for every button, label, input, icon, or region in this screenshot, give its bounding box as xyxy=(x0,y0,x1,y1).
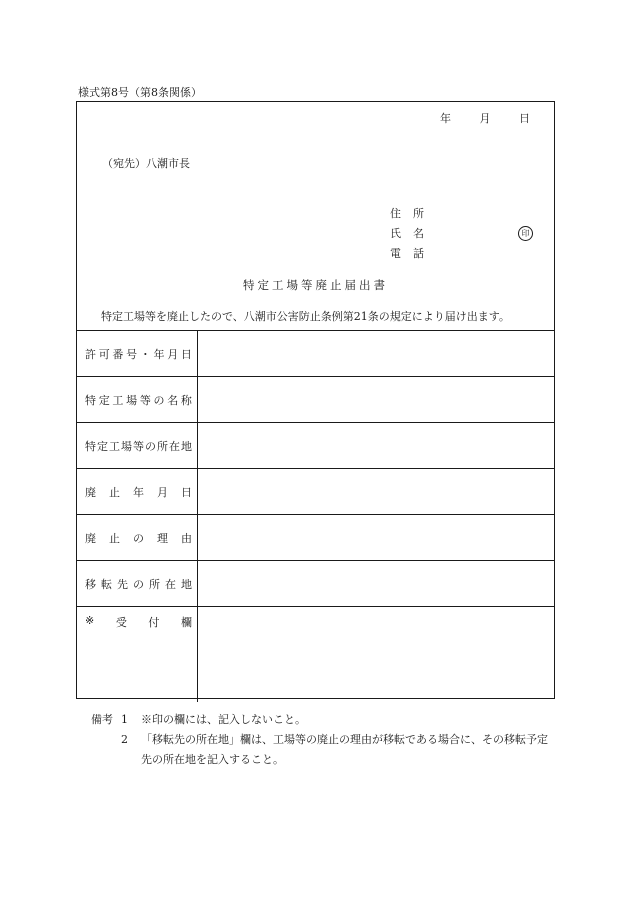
table-row xyxy=(77,331,554,377)
permit-field[interactable] xyxy=(198,331,554,376)
seal-icon: 印 xyxy=(518,226,533,241)
statement: 特定工場等を廃止したので、八潮市公害防止条例第21条の規定により届け出ます。 xyxy=(101,310,510,323)
form-table xyxy=(77,330,554,702)
table-row xyxy=(77,377,554,423)
table-row xyxy=(77,423,554,469)
row-label-relocation xyxy=(77,561,198,606)
name-row xyxy=(390,223,424,243)
table-row xyxy=(77,515,554,561)
date-month-label: 月 xyxy=(479,112,491,125)
table-row xyxy=(77,561,554,607)
applicant-block xyxy=(390,203,530,263)
form-frame xyxy=(76,101,555,699)
date-line xyxy=(440,110,530,126)
relocation-field[interactable] xyxy=(198,561,554,606)
note-number: 2 xyxy=(121,733,128,746)
document-title: 特定工場等廃止届出書 xyxy=(243,278,388,292)
note-text: ※印の欄には、記入しないこと。 xyxy=(141,713,306,726)
note-number: 1 xyxy=(121,713,128,726)
phone-row xyxy=(390,243,424,263)
notes xyxy=(91,710,551,770)
factory-name-field[interactable] xyxy=(198,377,554,422)
addressee: （宛先）八潮市長 xyxy=(102,157,190,170)
row-label-permit xyxy=(77,331,198,376)
notes-heading: 備考 xyxy=(91,713,113,726)
name-label: 氏 名 xyxy=(390,227,424,240)
note-text: 「移転先の所在地」欄は、工場等の廃止の理由が移転である場合に、その移転予定先の所在地を記入すること。 xyxy=(141,733,548,766)
table-row xyxy=(77,607,554,702)
date-year-label: 年 xyxy=(440,112,451,125)
row-label-text: 特 定 工 場 等 の 名 称 xyxy=(85,393,192,407)
row-label-abolition-date xyxy=(77,469,198,514)
abolition-date-field[interactable] xyxy=(198,469,554,514)
row-label-text: ※ 受 付 欄 xyxy=(85,614,192,629)
phone-label: 電 話 xyxy=(390,247,424,260)
row-label-reception xyxy=(77,607,198,702)
row-label-abolition-reason xyxy=(77,515,198,560)
row-label-text: 許 可 番 号 ・ 年 月 日 xyxy=(85,347,192,361)
row-label-factory-location xyxy=(77,423,198,468)
date-day-label: 日 xyxy=(519,112,530,125)
row-label-text: 廃 止 年 月 日 xyxy=(85,485,192,499)
abolition-reason-field[interactable] xyxy=(198,515,554,560)
row-label-text: 廃 止 の 理 由 xyxy=(85,531,192,545)
row-label-text: 特 定 工 場 等 の 所 在 地 xyxy=(85,439,192,453)
row-label-factory-name xyxy=(77,377,198,422)
reception-field xyxy=(198,607,554,702)
row-label-text: 移 転 先 の 所 在 地 xyxy=(85,577,192,591)
table-row xyxy=(77,469,554,515)
form-number: 様式第8号（第8条関係） xyxy=(78,86,202,99)
address-row xyxy=(390,203,424,223)
address-label: 住 所 xyxy=(390,207,424,220)
factory-location-field[interactable] xyxy=(198,423,554,468)
